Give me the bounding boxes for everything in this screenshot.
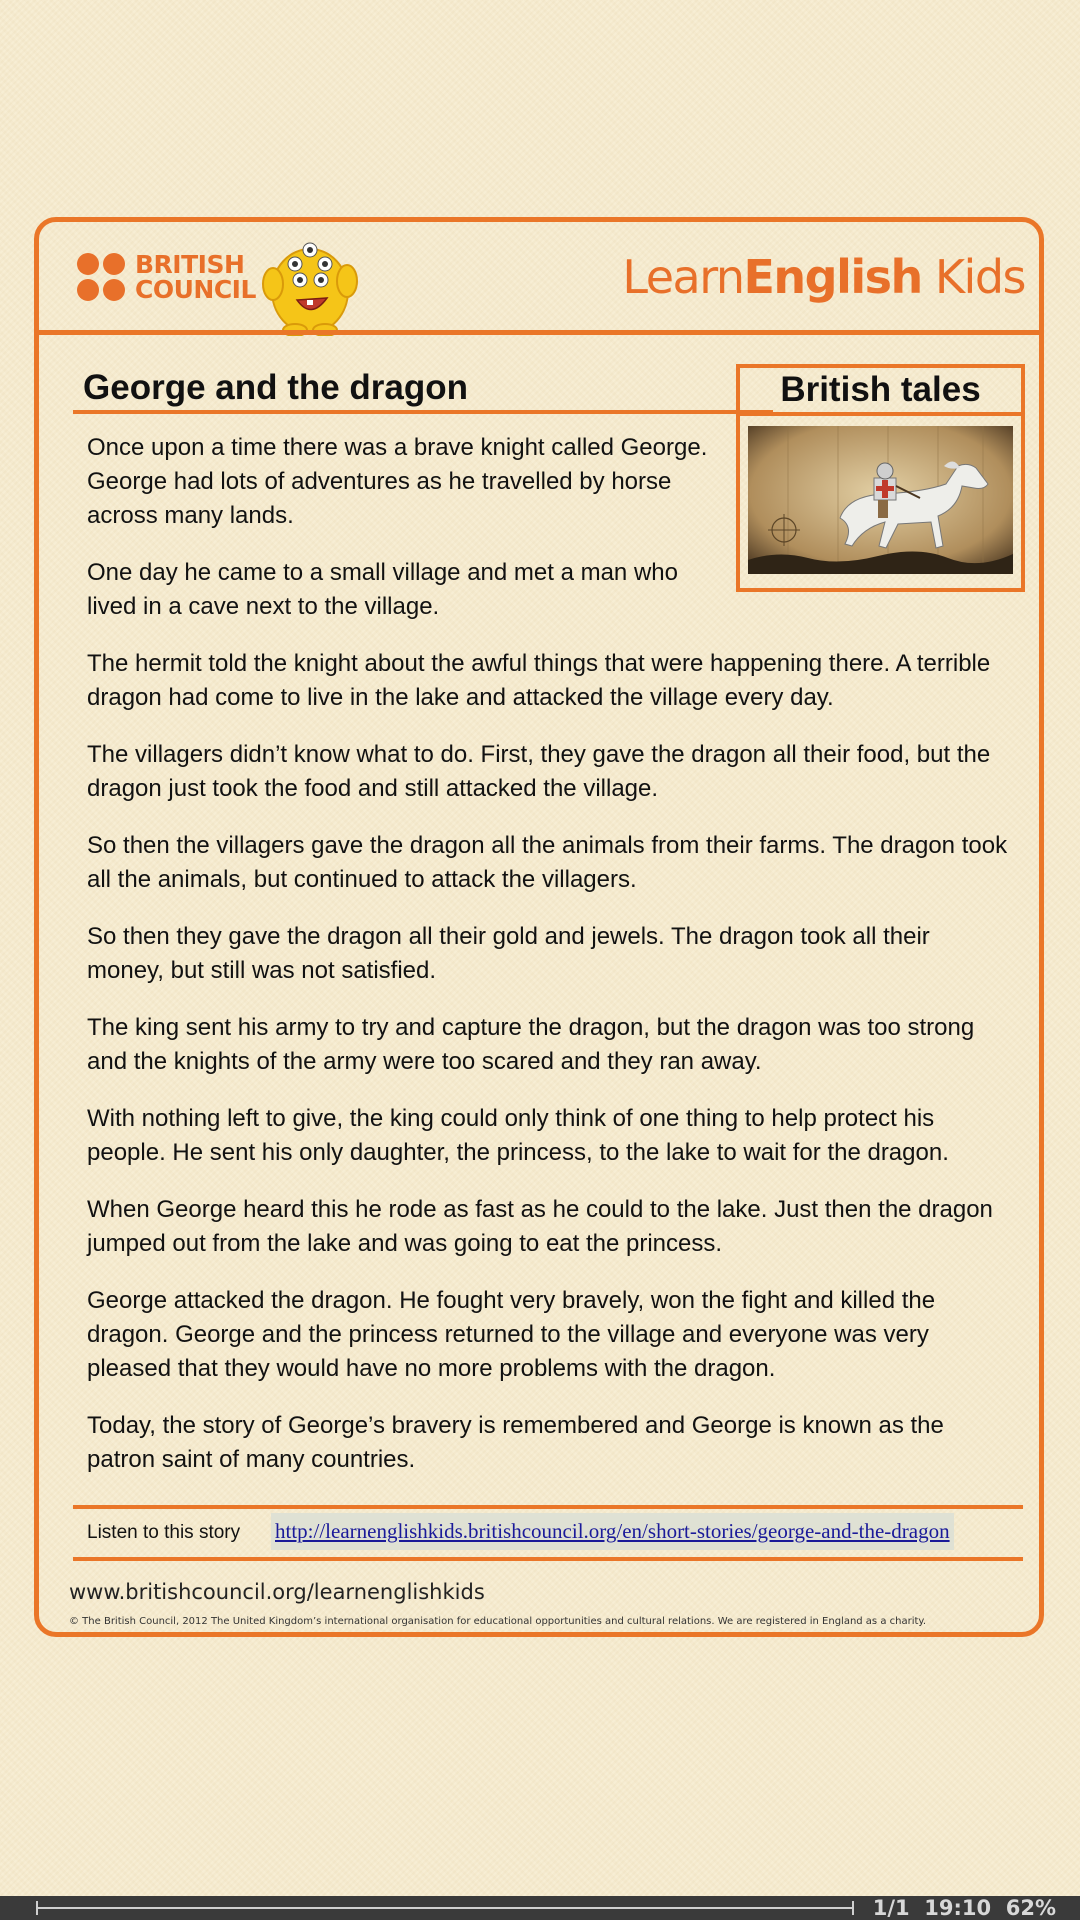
logo-english-text: English <box>743 250 922 304</box>
story-paragraph: When George heard this he rode as fast as he could to the lake. Just then the dragon jumped out from the lake and was going to eat the princess. <box>87 1196 993 1257</box>
story-paragraph: The hermit told the knight about the awful things that were happening there. A terrible dragon had come to live in the lake and attacked the village every day. <box>87 650 991 711</box>
story-paragraph: One day he came to a small village and met a man who lived in a cave next to the village. <box>87 559 678 620</box>
bc-logo-line2: COUNCIL <box>135 275 256 304</box>
progress-end-tick <box>852 1901 854 1915</box>
worksheet-card <box>34 217 1044 1637</box>
story-paragraph: Today, the story of George’s bravery is remembered and George is known as the patron saint of many countries. <box>87 1412 944 1473</box>
reading-progress-bar[interactable] <box>38 1907 852 1909</box>
footer-website: www.britishcouncil.org/learnenglishkids <box>69 1580 485 1604</box>
clock: 19:10 <box>924 1896 992 1920</box>
story-paragraph: With nothing left to give, the king could only think of one thing to help protect his people. He sent his only daughter, the princess, to the lake to wait for the dragon. <box>87 1105 949 1166</box>
story-paragraph: Once upon a time there was a brave knight called George. George had lots of adventures as he travelled by horse across many lands. <box>87 434 708 529</box>
header-divider <box>39 330 1039 335</box>
listen-bottom-rule <box>73 1557 1023 1561</box>
listen-story-link[interactable]: http://learnenglishkids.britishcouncil.org/en/short-stories/george-and-the-dragon <box>271 1513 954 1550</box>
story-paragraph: So then they gave the dragon all their gold and jewels. The dragon took all their money, but still was not satisfied. <box>87 923 930 984</box>
footer-copyright: © The British Council, 2012 The United Kingdom’s international organisation for educational opportunities and cultural relations. We are registered in England as a charity. <box>69 1616 927 1627</box>
story-paragraph: The villagers didn’t know what to do. First, they gave the dragon all their food, but the dragon just took the food and still attacked the village. <box>87 741 991 802</box>
story-body <box>87 431 1012 1500</box>
bc-logo-line1: BRITISH <box>135 250 245 279</box>
logo-kids-text: Kids <box>921 250 1025 304</box>
story-paragraph: George attacked the dragon. He fought very bravely, won the fight and killed the dragon. George and the princess returned to the village and everyone was very pleased that they would have no more problems with the dragon. <box>87 1287 936 1382</box>
story-title: George and the dragon <box>83 368 469 407</box>
monster-mascot-icon <box>255 236 365 336</box>
learnenglish-kids-logo <box>622 250 1025 304</box>
reader-status-bar <box>0 1896 1080 1920</box>
listen-top-rule <box>73 1505 1023 1509</box>
story-paragraph: The king sent his army to try and capture the dragon, but the dragon was too strong and the knights of the army were too scared and they ran away. <box>87 1014 975 1075</box>
battery-level: 62% <box>1005 1896 1056 1920</box>
page-indicator: 1/1 <box>872 1896 910 1920</box>
british-council-logo <box>77 252 256 302</box>
listen-label: Listen to this story <box>87 1522 241 1543</box>
logo-learn-text: Learn <box>622 250 744 304</box>
status-info <box>873 1896 1056 1920</box>
british-tales-heading: British tales <box>740 368 1021 416</box>
british-council-dots-icon <box>77 253 125 301</box>
story-paragraph: So then the villagers gave the dragon all the animals from their farms. The dragon took all the animals, but continued to attack the villagers. <box>87 832 1008 893</box>
title-underline <box>73 410 773 414</box>
